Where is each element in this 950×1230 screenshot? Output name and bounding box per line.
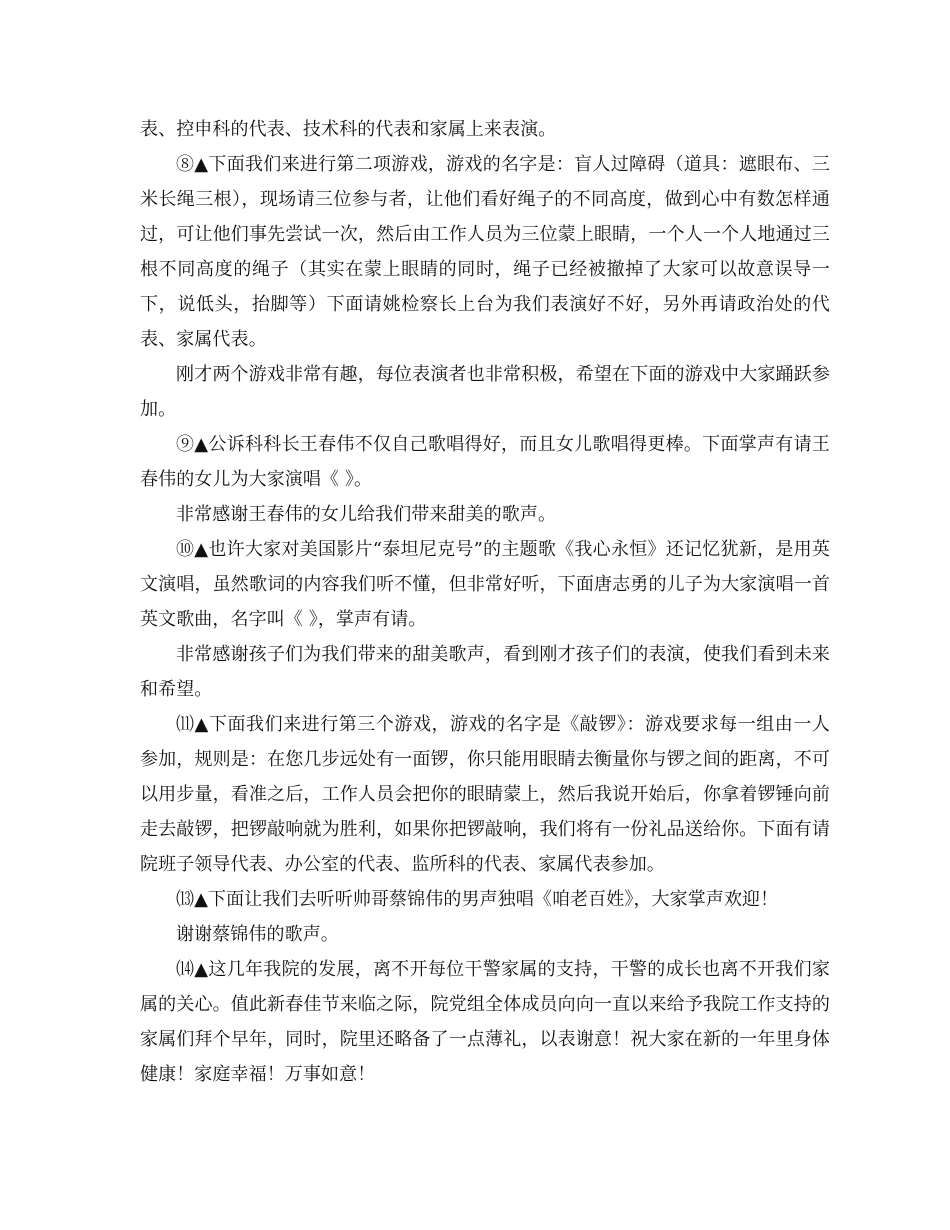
paragraph-game-two: ⑧▲下面我们来进行第二项游戏，游戏的名字是：盲人过障碍（道具：遮眼布、三米长绳三根），现场请三位参与者，让他们看好绳子的不同高度，做到心中有数怎样通过，可让他们事先尝试一次，然后由工作人员为三位蒙上眼睛，一个人一个人地通过三根不同高度的绳子（其实在蒙上眼睛的同时，绳子已经被撤掉了大家可以故意误导一下，说低头，抬脚等）下面请姚检察长上台为我们表演好不好，另外再请政治处的代表、家属代表。: [140, 154, 830, 350]
paragraph-solo-song: ⒀▲下面让我们去听听帅哥蔡锦伟的男声独唱《咱老百姓》，大家掌声欢迎！: [176, 889, 779, 910]
paragraph-thanks-children: 非常感谢孩子们为我们带来的甜美歌声，看到刚才孩子们的表演，使我们看到未来和希望。: [140, 644, 830, 700]
paragraph-song-wang-daughter: ⑨▲公诉科科长王春伟不仅自己歌唱得好，而且女儿歌唱得更棒。下面掌声有请王春伟的女儿为大家演唱《 》。: [140, 434, 830, 490]
paragraph-transition-games: 刚才两个游戏非常有趣，每位表演者也非常积极，希望在下面的游戏中大家踊跃参加。: [140, 364, 830, 420]
paragraph-game-three: ⑾▲下面我们来进行第三个游戏，游戏的名字是《敲锣》：游戏要求每一组由一人参加，规则是：在您几步远处有一面锣，你只能用眼睛去衡量你与锣之间的距离，不可以用步量，看准之后，工作人员会把你的眼睛蒙上，然后我说开始后，你拿着锣锤向前走去敲锣，把锣敲响就为胜利，如果你把锣敲响，我们将有一份礼品送给你。下面有请院班子领导代表、办公室的代表、监所科的代表、家属代表参加。: [140, 714, 830, 875]
paragraph-continuation: 表、控申科的代表、技术科的代表和家属上来表演。: [140, 119, 557, 140]
paragraph-thanks-wang-daughter: 非常感谢王春伟的女儿给我们带来甜美的歌声。: [176, 504, 557, 525]
document-body: [140, 112, 830, 1092]
paragraph-english-song: ⑩▲也许大家对美国影片“泰坦尼克号”的主题歌《我心永恒》还记忆犹新，是用英文演唱，虽然歌词的内容我们听不懂，但非常好听，下面唐志勇的儿子为大家演唱一首英文歌曲，名字叫《 》，掌声有请。: [140, 539, 830, 630]
paragraph-thanks-cai: 谢谢蔡锦伟的歌声。: [176, 924, 339, 945]
paragraph-family-thanks: ⒁▲这几年我院的发展，离不开每位干警家属的支持，干警的成长也离不开我们家属的关心。值此新春佳节来临之际，院党组全体成员向向一直以来给予我院工作支持的家属们拜个早年，同时，院里还略备了一点薄礼，以表谢意！祝大家在新的一年里身体健康！家庭幸福！万事如意！: [140, 959, 830, 1085]
